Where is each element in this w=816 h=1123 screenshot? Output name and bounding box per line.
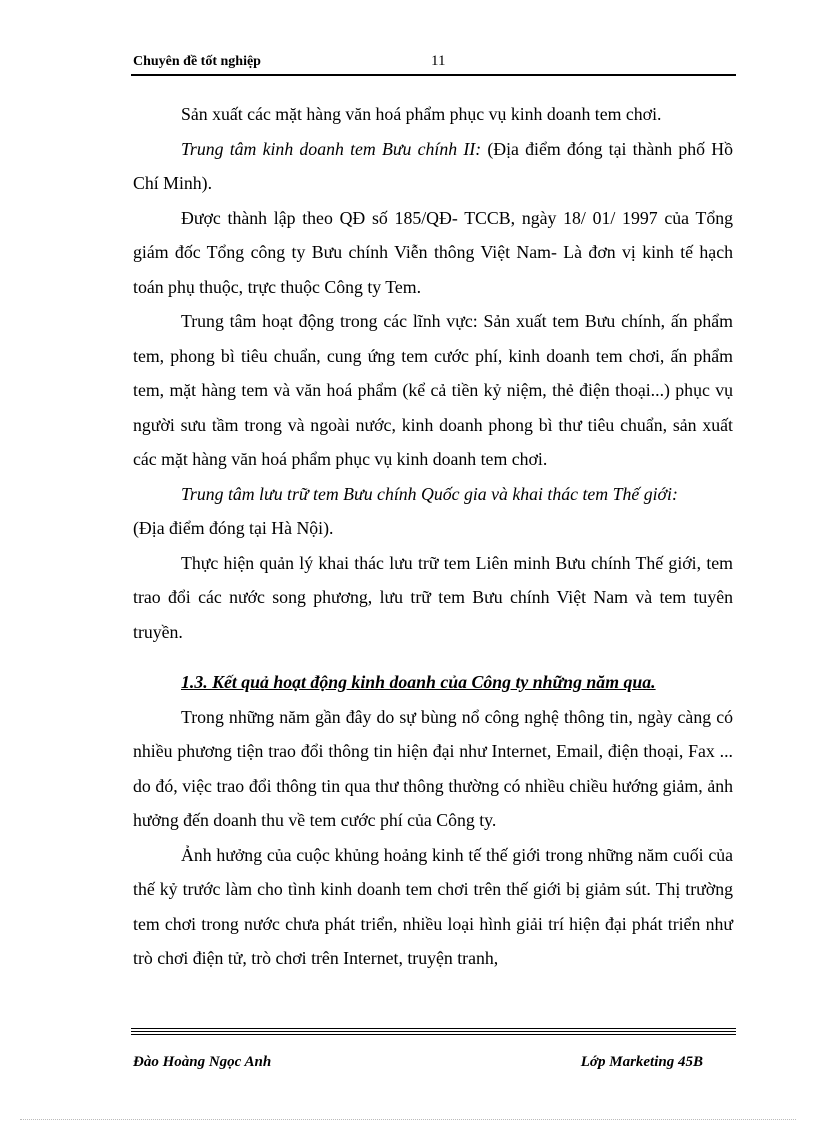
footer-author: Đào Hoàng Ngọc Anh [133, 1054, 272, 1070]
italic-subheading: Trung tâm lưu trữ tem Bưu chính Quốc gia và khai thác tem Thế giới: [181, 483, 678, 504]
italic-subheading: Trung tâm kinh doanh tem Bưu chính II: [181, 138, 482, 159]
paragraph: Sản xuất các mặt hàng văn hoá phẩm phục vụ kinh doanh tem chơi. [181, 104, 662, 124]
paragraph: Được thành lập theo QĐ số 185/QĐ- TCCB, ngày 18/ 01/ 1997 của Tổng giám đốc Tổng công ty Bưu chính Viễn thông Việt Nam- Là đơn vị kinh tế hạch toán phụ thuộc, trực thuộc Công ty Tem. [133, 207, 733, 297]
document-body [133, 97, 733, 976]
page-number: 11 [431, 53, 446, 69]
page-edge [20, 1119, 796, 1120]
page-footer [133, 1054, 733, 1076]
paragraph: Trong những năm gần đây do sự bùng nổ công nghệ thông tin, ngày càng có nhiều phương tiện trao đổi thông tin hiện đại như Internet, Email, điện thoại, Fax ... do đó, việc trao đổi thông tin qua thư thông thường có nhiều chiều hướng giảm, ảnh hưởng đến doanh thu về tem cước phí của Công ty. [133, 706, 733, 830]
header-divider [131, 74, 736, 76]
paragraph: (Địa điểm đóng tại Hà Nội). [133, 518, 334, 538]
paragraph: Ảnh hưởng của cuộc khủng hoảng kinh tế thế giới trong những năm cuối của thế kỷ trước làm cho tình kinh doanh tem chơi trên thế giới bị giảm sút. Thị trường tem chơi trong nước chưa phát triển, nhiều loại hình giải trí hiện đại phát triển như trò chơi điện tử, trò chơi trên Internet, truyện tranh, [133, 844, 733, 968]
paragraph-text: (Địa điểm đóng tại thành phố Hồ Chí Minh). [133, 138, 734, 193]
section-heading: 1.3. Kết quả hoạt động kinh doanh của Công ty những năm qua. [181, 672, 656, 692]
page-header [133, 52, 736, 74]
footer-divider [131, 1034, 736, 1035]
header-title: Chuyên đề tốt nghiệp [133, 54, 261, 69]
footer-class: Lớp Marketing 45B [580, 1054, 703, 1070]
paragraph [133, 132, 733, 201]
footer-divider [131, 1031, 736, 1032]
footer-divider [131, 1028, 736, 1029]
paragraph: Thực hiện quản lý khai thác lưu trữ tem Liên minh Bưu chính Thế giới, tem trao đổi các nước song phương, lưu trữ tem Bưu chính Việt Nam và tem tuyên truyền. [133, 552, 733, 642]
paragraph: Trung tâm hoạt động trong các lĩnh vực: Sản xuất tem Bưu chính, ấn phẩm tem, phong bì tiêu chuẩn, cung ứng tem cước phí, kinh doanh tem chơi, ấn phẩm tem, mặt hàng tem và văn hoá phẩm (kể cả tiền kỷ niệm, thẻ điện thoại...) phục vụ người sưu tầm trong và ngoài nước, kinh doanh phong bì thư tiêu chuẩn, sản xuất các mặt hàng văn hoá phẩm phục vụ kinh doanh tem chơi. [133, 311, 733, 469]
